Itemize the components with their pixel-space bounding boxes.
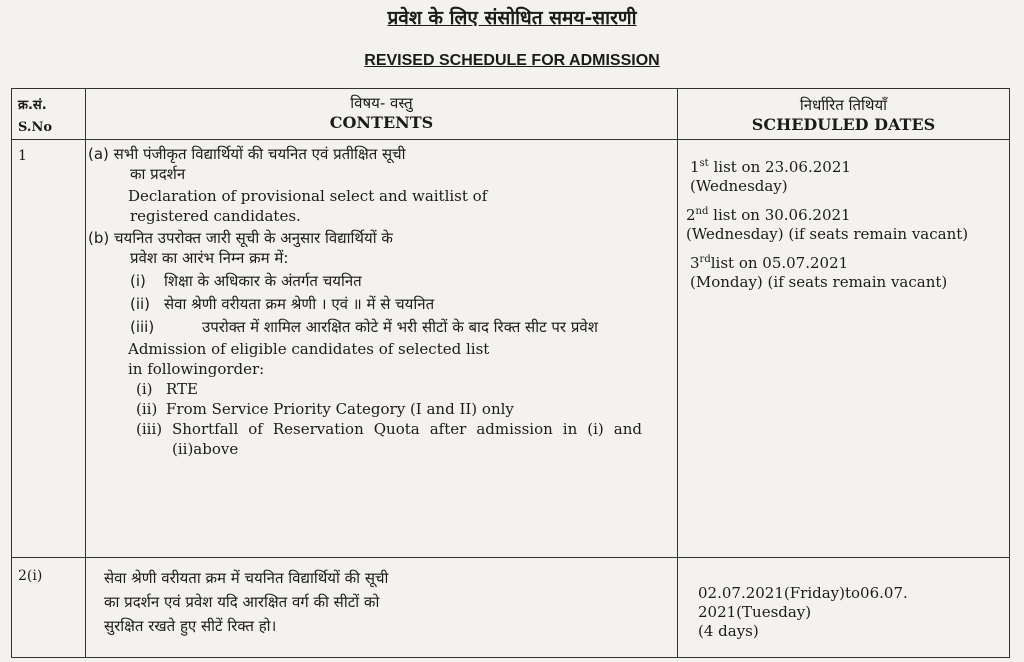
row-sno: 2(i) [12, 558, 86, 658]
page-title-english: REVISED SCHEDULE FOR ADMISSION [364, 52, 660, 69]
item-b-english: Admission of eligible candidates of selected list [128, 340, 490, 358]
list-item: (ii) From Service Priority Category (I and II) only [136, 400, 514, 418]
schedule-table [11, 88, 1010, 658]
contents-header-english: CONTENTS [329, 113, 434, 132]
item-b-hindi: (b) चयनित उपरोक्त जारी सूची के अनुसार विद्यार्थियों के [88, 229, 393, 247]
third-list-date: 3rdlist on 05.07.2021 (Monday) (if seats remain vacant) [690, 254, 948, 291]
list-item: (i) शिक्षा के अधिकार के अंतर्गत चयनित [130, 272, 362, 290]
list-item: (ii) सेवा श्रेणी वरीयता क्रम श्रेणी । एवं ॥ में से चयनित [130, 295, 435, 313]
list-item: (iii) उपरोक्त में शामिल आरक्षित कोटे में भरी सीटों के बाद रिक्त सीट पर प्रवेश [130, 318, 598, 336]
page-title-hindi: प्रवेश के लिए संसोधित समय-सारणी [387, 7, 637, 29]
sno-header-hindi: क्र.सं. [18, 98, 47, 113]
item-a-english: Declaration of provisional select and waitlist of [128, 187, 488, 205]
list-item: (i) RTE [136, 380, 198, 398]
item-a-hindi: (a) सभी पंजीकृत विद्यार्थियों की चयनित एवं प्रतीक्षित सूची [88, 145, 406, 163]
second-list-date: 2nd list on 30.06.2021 (Wednesday) (if seats remain vacant) [686, 206, 969, 243]
table-row [12, 140, 1010, 558]
row-contents [86, 140, 678, 558]
item-a-english-cont: registered candidates. [130, 207, 301, 225]
dates-header-hindi: निर्धारित तिथियाँ [799, 96, 888, 114]
list-item: (iii) Shortfall of Reservation Quota after admission in (i) and (ii)above [136, 420, 642, 458]
item-a-hindi-cont: का प्रदर्शन [130, 165, 186, 183]
item-b-english-cont: in followingorder: [128, 360, 265, 378]
first-list-date: 1st list on 23.06.2021 (Wednesday) [690, 158, 851, 195]
dates-header [678, 89, 1010, 140]
row-contents: सेवा श्रेणी वरीयता क्रम में चयनित विद्यार्थियों की सूची का प्रदर्शन एवं प्रवेश यदि आरक्षित वर्ग की सीटों को सुरक्षित रखते हुए सीटें रिक्त हो। [86, 558, 678, 658]
sno-header [12, 89, 86, 140]
sno-header-english: S.No [18, 120, 53, 135]
contents-header-hindi: विषय- वस्तु [350, 94, 413, 112]
contents-header [86, 89, 678, 140]
header-row [12, 89, 1010, 140]
row-sno: 1 [12, 140, 86, 558]
item-b-hindi-cont: प्रवेश का आरंभ निम्न क्रम में: [130, 249, 289, 267]
row-dates [678, 140, 1010, 558]
row-dates: 02.07.2021(Friday)to06.07. 2021(Tuesday) (4 days) [678, 558, 1010, 658]
table-row [12, 558, 1010, 658]
dates-header-english: SCHEDULED DATES [751, 115, 936, 134]
